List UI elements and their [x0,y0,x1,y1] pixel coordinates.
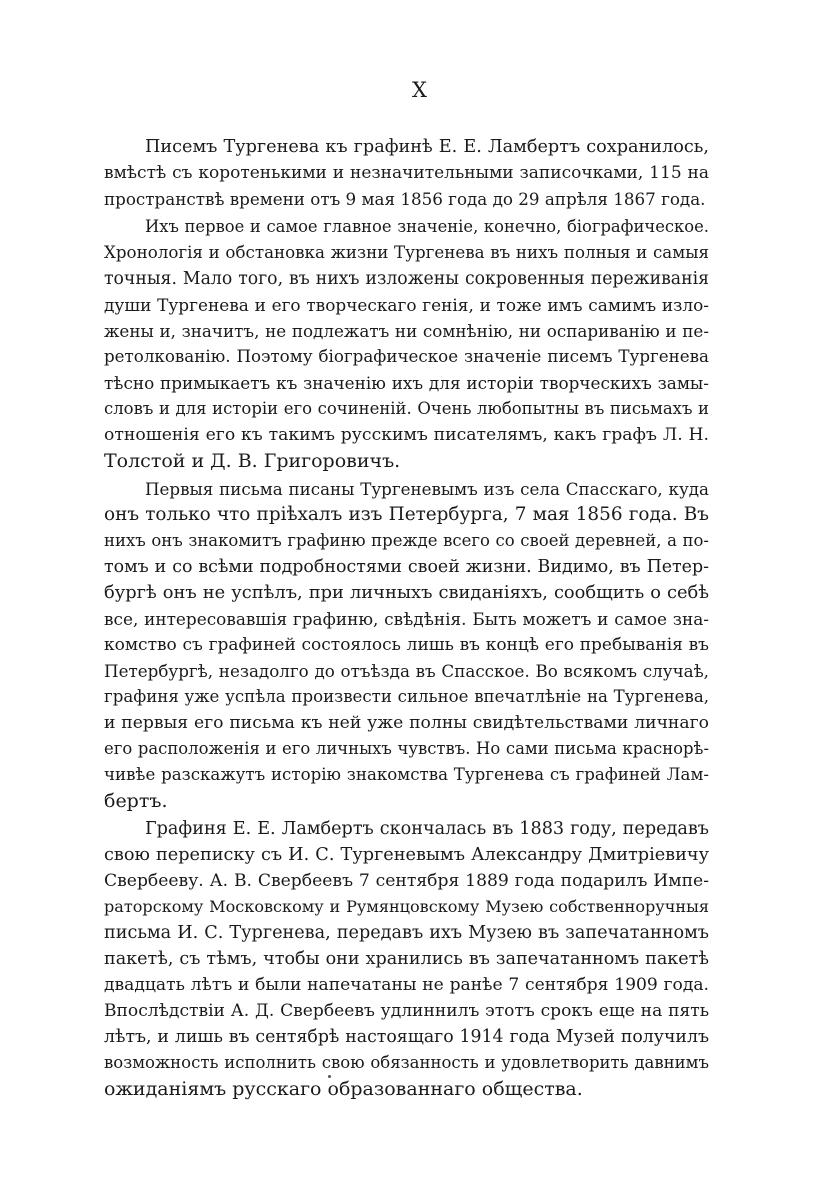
paragraph-4-line-5: письма И. С. Тургенева, передавъ ихъ Музею въ запечатанномъ [104,923,709,943]
paragraph-4-line-10: возможность исполнить свою обязанность и удовлетворить давнимъ [104,1053,709,1072]
paragraph-2-line-9: отношенія его къ такимъ русскимъ писателямъ, какъ графъ Л. Н. [104,425,709,445]
paragraph-3-line-11: его расположенія и его личныхъ чувствъ. Но сами письма краснорѣ- [104,739,709,758]
paragraph-2-line-6: ретолкованію. Поэтому біографическое значеніе писемъ Тургенева [104,347,709,366]
paragraph-3-line-8: Петербургѣ, незадолго до отъѣзда въ Спасское. Во всякомъ случаѣ, [104,661,709,681]
paragraph-4-line-7: двадцать лѣтъ и были напечатаны не ранѣе 7 сентября 1909 года. [104,975,709,995]
paragraph-2-line-1: Ихъ первое и самое главное значеніе, конечно, біографическое. [145,217,709,236]
paragraph-2-line-5: жены и, значитъ, не подлежатъ ни сомнѣнію, ни оспариванію и пе- [104,321,709,341]
paragraph-3-line-7: комство съ графиней состоялось лишь въ концѣ его пребыванія въ [104,635,709,655]
paragraph-3-line-10: и первыя его письма къ ней уже полны свидѣтельствами личнаго [104,713,709,733]
paragraph-4-line-3: Свербееву. А. В. Свербеевъ 7 сентября 1889 года подарилъ Импе- [104,871,709,891]
paragraph-3-line-3: нихъ онъ знакомитъ графиню прежде всего со своей деревней, а по- [104,531,709,550]
paragraph-4-line-4: раторскому Московскому и Румянцовскому Музею собственноручныя [104,897,709,916]
paragraph-3-line-4: томъ и со всѣми подробностями своей жизни. Видимо, въ Петер- [104,557,709,577]
paragraph-4-line-8: Впослѣдствіи А. Д. Свербеевъ удлиннилъ этотъ срокъ еще на пять [104,1001,709,1021]
paragraph-2-line-10: Толстой и Д. В. Григоровичъ. [104,450,401,472]
paragraph-2-line-7: тѣсно примыкаетъ къ значенію ихъ для исторіи творческихъ замы- [104,373,709,393]
paragraph-3-line-13: бертъ. [104,790,168,812]
paragraph-4-line-6: пакетѣ, съ тѣмъ, чтобы они хранились въ запечатанномъ пакетѣ [104,949,709,969]
paragraph-4-line-11: ожиданіямъ русскаго образованнаго общества. [104,1078,583,1100]
paragraph-2-line-8: словъ и для исторіи его сочиненій. Очень любопытны въ письмахъ и [104,399,709,418]
paragraph-1-line-3: пространствѣ времени отъ 9 мая 1856 года до 29 апрѣля 1867 года. [104,189,706,209]
paragraph-3-line-5: бургѣ онъ не успѣлъ, при личныхъ свиданіяхъ, сообщить о себѣ [104,582,709,603]
paragraph-3-line-1: Первыя письма писаны Тургеневымъ изъ села Спасскаго, куда [145,479,709,499]
paragraph-2-line-3: точныя. Мало того, въ нихъ изложены сокровенныя переживанія [104,269,709,289]
paragraph-4-line-9: лѣтъ, и лишь въ сентябрѣ настоящаго 1914 года Музей получилъ [104,1027,709,1047]
paragraph-4-line-2: свою переписку съ И. С. Тургеневымъ Александру Дмитріевичу [104,845,709,865]
paragraph-3-line-9: графиня уже успѣла произвести сильное впечатлѣніе на Тургенева, [104,687,709,706]
paragraph-4-line-1: Графиня Е. Е. Ламбертъ скончалась въ 1883 году, передавъ [145,819,709,839]
paragraph-3-line-2: онъ только что пріѣхалъ изъ Петербурга, 7 мая 1856 года. Въ [104,504,709,525]
paragraph-1-line-2: вмѣстѣ съ коротенькими и незначительными записочками, 115 на [104,163,709,183]
paragraph-2-line-4: души Тургенева и его творческаго генія, и тоже имъ самимъ изло- [104,295,709,315]
paragraph-3-line-6: все, интересовавшія графиню, свѣдѣнія. Быть можетъ и самое зна- [104,609,709,629]
paragraph-2-line-2: Хронологія и обстановка жизни Тургенева въ нихъ полныя и самыя [104,243,709,262]
paragraph-3-line-12: чивѣе разскажутъ исторію знакомства Тургенева съ графиней Лам- [104,765,709,784]
paragraph-1-line-1: Писемъ Тургенева къ графинѣ Е. Е. Ламбертъ сохранилось, [145,137,709,157]
print-speck [328,1075,331,1078]
page-number: X [412,78,428,102]
